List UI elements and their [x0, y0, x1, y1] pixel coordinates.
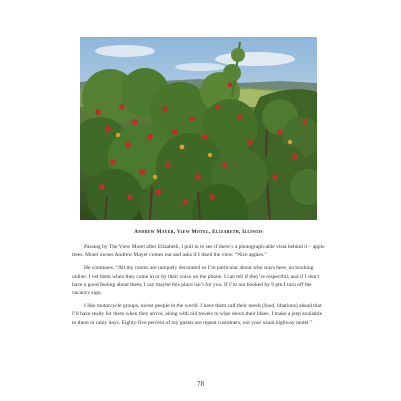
orchard-illustration: [80, 37, 317, 220]
article-body: [72, 243, 326, 332]
orchard-photo: [80, 37, 317, 220]
paragraph: He continues. “All my rooms are uniquely decorated so I’m particular about who stays here, no booking online. I vet them when they come in or by their voice on the phone. I can tell if they’re respectful, and if I don’t have a good feeling about them, I say maybe this place isn’t for you. If I’m not booked by 9 pm I turn off the vacancy sign.: [72, 265, 320, 297]
photo-caption: Andrew Mayer, View Motel, Elizabeth, Illinois: [134, 229, 263, 235]
paragraph: I like motorcycle groups, nicest people in the world. I have them call their needs (food, libations) ahead that I’ll have ready for them when they arrive, along with old towels to wipe down their bikes. I make a jeep available to them or rainy days. Eighty-five percent of my guests are repeat customers, not your usual highway motel.”: [72, 303, 323, 326]
page-number: 78: [197, 380, 204, 388]
paragraph: Passing by The View Motel after Elizabeth, I pull in to see if there’s a photograph-able vista behind it – apple trees. Motel owner Andrew Mayer comes out and asks if I liked the view. “Nice apples.”: [72, 244, 325, 259]
